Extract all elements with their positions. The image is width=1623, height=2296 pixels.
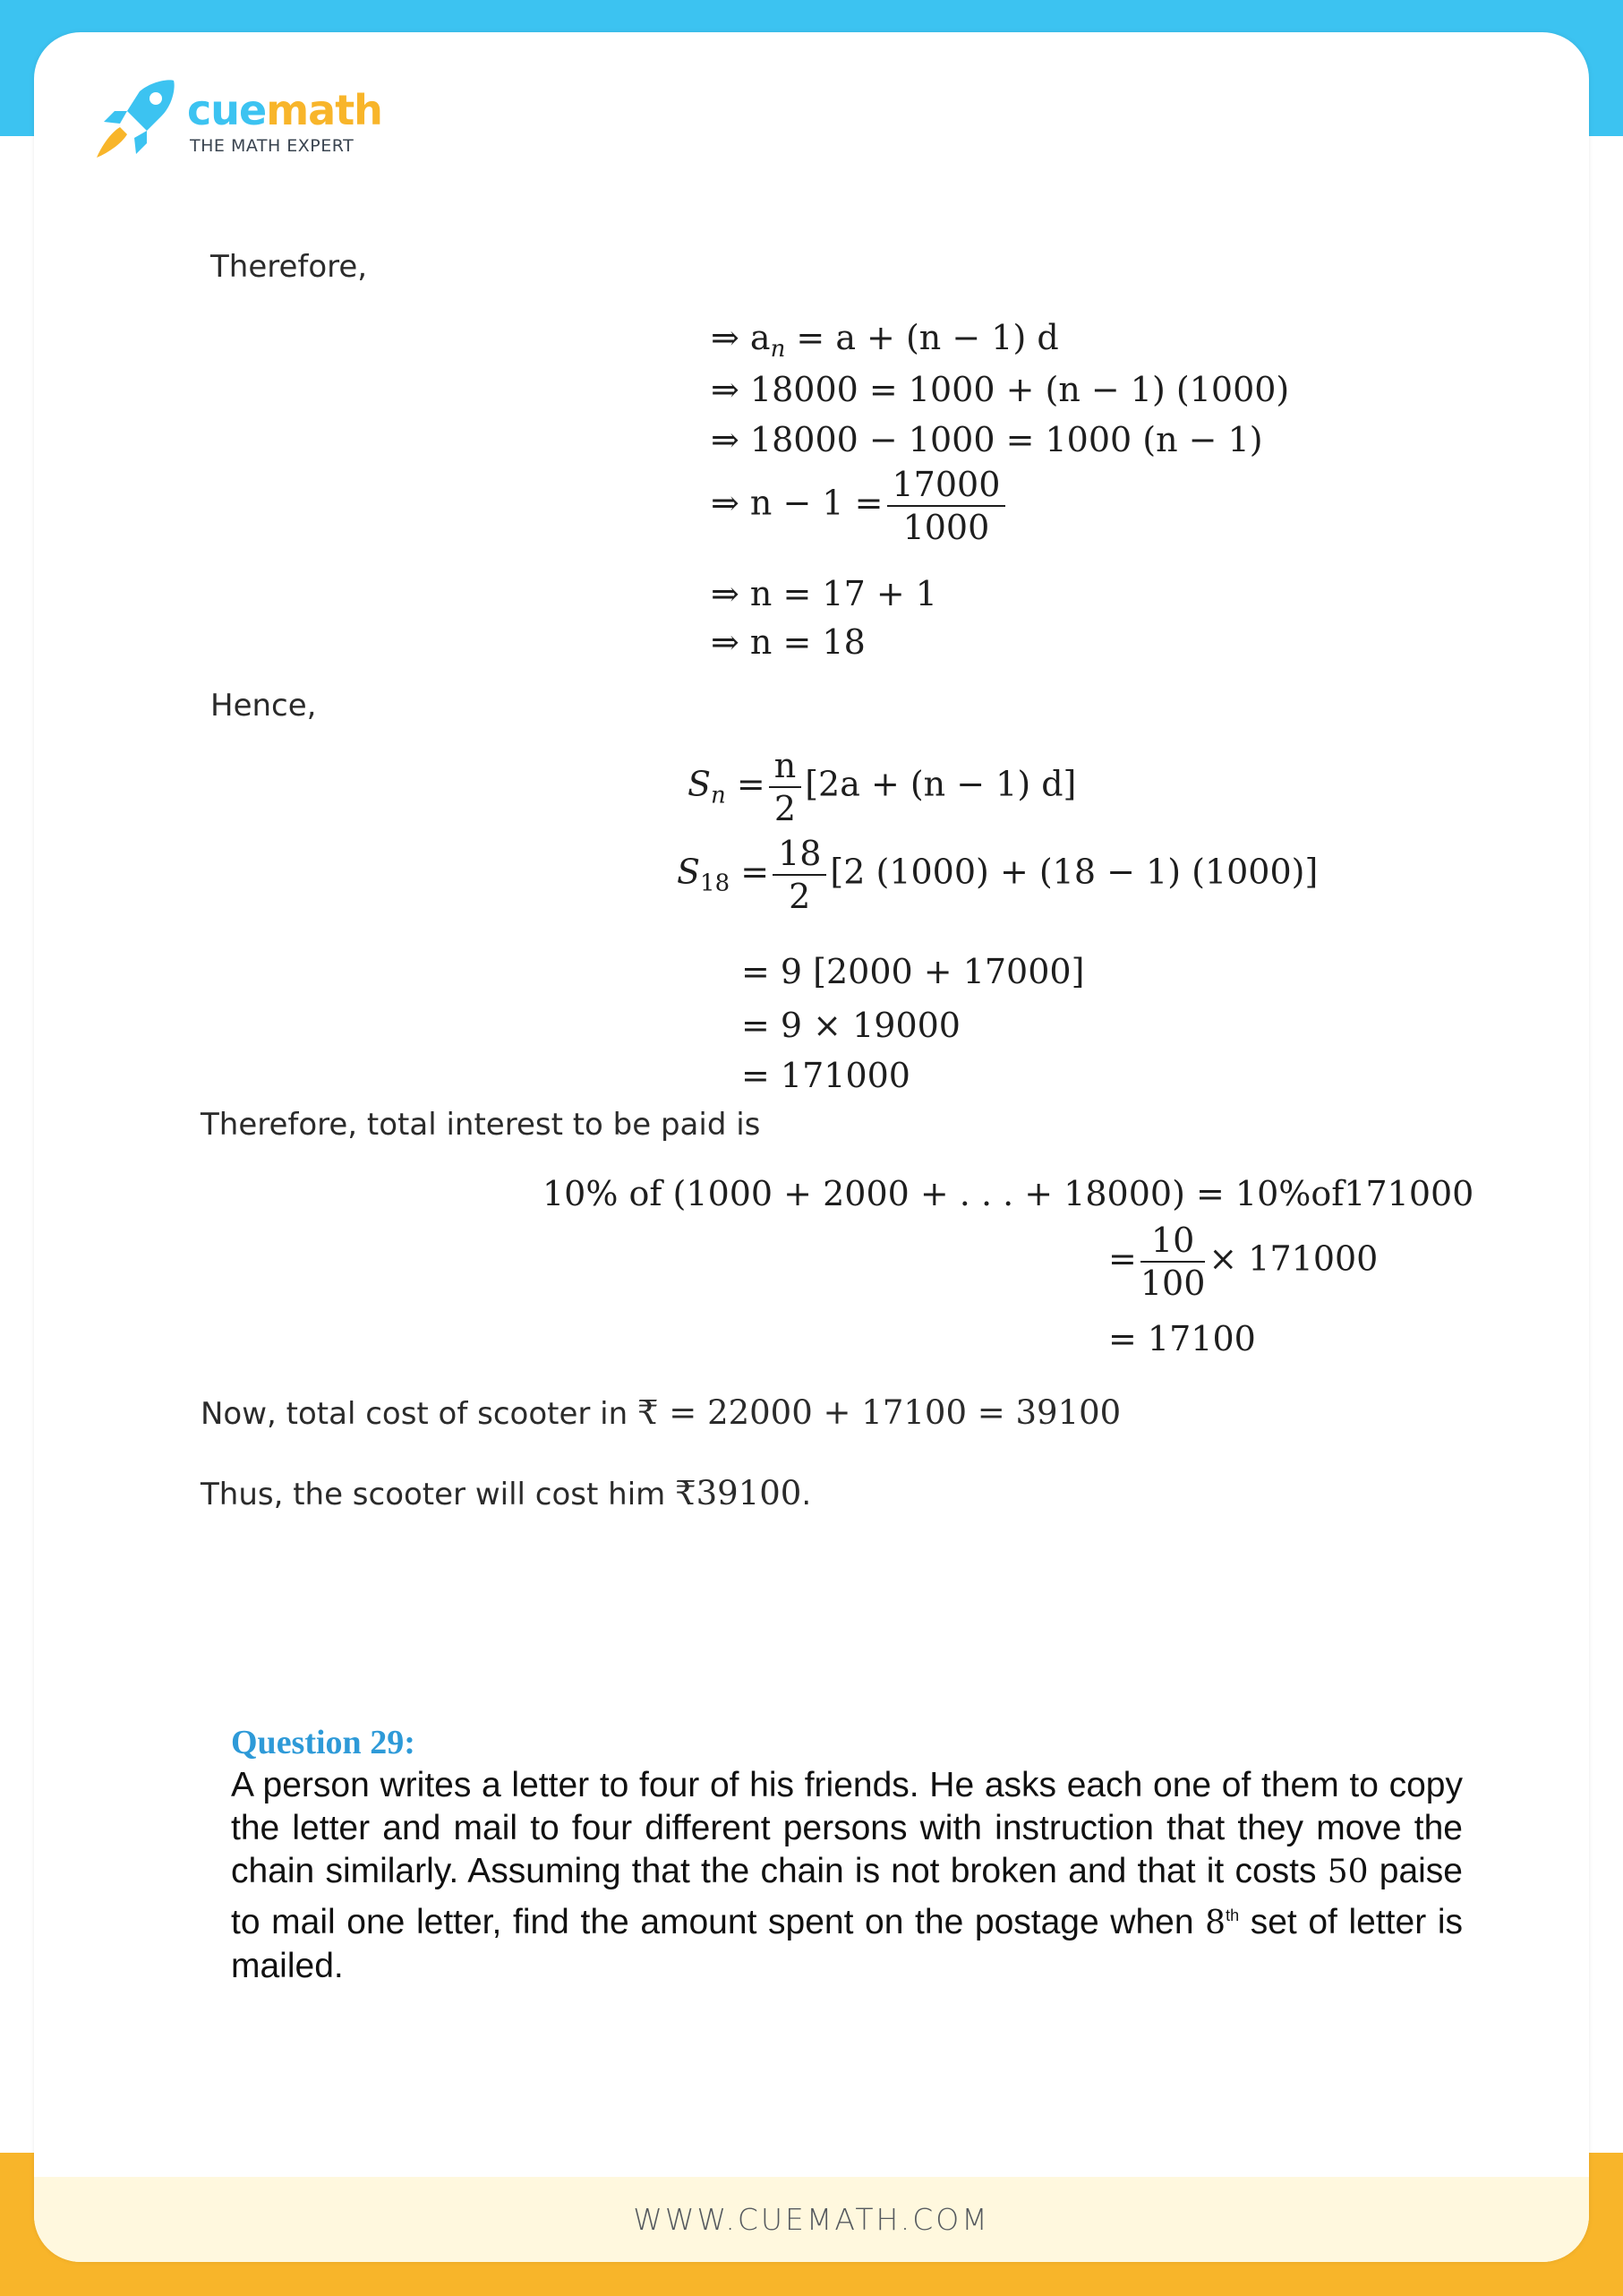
formula-s18: $S_{18}$ = $\frac{18}{2}$ [2 (1000) + (18 − 1) (1000)] bbox=[677, 834, 1319, 916]
question-title: Question 29: bbox=[231, 1724, 415, 1761]
therefore-label: Therefore, bbox=[210, 249, 368, 285]
interest-label: Therefore, total interest to be paid is bbox=[201, 1107, 761, 1143]
conclusion-line: Thus, the scooter will cost him ₹39100. bbox=[201, 1474, 812, 1512]
rocket-icon bbox=[93, 75, 179, 161]
logo-wordmark: cuemath bbox=[187, 86, 382, 134]
interest-equation: 10% of (1000 + 2000 + . . . + 18000) = 10%of171000 bbox=[542, 1174, 1474, 1213]
footer-url[interactable]: WWW.CUEMATH.COM bbox=[633, 2202, 990, 2237]
total-cost-line: Now, total cost of scooter in ₹ = 22000 + 17100 = 39100 bbox=[201, 1393, 1122, 1432]
cuemath-logo bbox=[93, 75, 397, 165]
interest-fraction: = $\frac{10}{100}$ × 171000 bbox=[1108, 1221, 1379, 1303]
hence-label: Hence, bbox=[210, 688, 317, 724]
equation-substitution: ⇒ 18000 = 1000 + (n − 1) (1000) bbox=[711, 370, 1290, 409]
equation-an: ⇒ $a_n = a + (n - 1)$ d bbox=[711, 318, 1059, 363]
logo-tagline: THE MATH EXPERT bbox=[190, 136, 354, 156]
question-body: A person writes a letter to four of his friends. He asks each one of them to copy the letter and mail to four different persons with instruction that they move the chain similarly. Assuming that the chain is not broken and that it costs 50 paise to mail one letter, find the amount spent on the postage when 8th set of letter is mailed. bbox=[231, 1766, 1464, 1985]
sum-result: = 171000 bbox=[741, 1056, 910, 1095]
interest-result: = 17100 bbox=[1108, 1319, 1256, 1358]
footer bbox=[34, 2177, 1589, 2262]
equation-n-result: ⇒ n = 18 bbox=[711, 622, 866, 662]
equation-n-sum: ⇒ n = 17 + 1 bbox=[711, 574, 937, 613]
page-card bbox=[34, 32, 1589, 2262]
formula-sn: $S_n$ = $\frac{n}{2}$ [2a + (n − 1) d] bbox=[688, 746, 1077, 828]
equation-fraction: ⇒ n − 1 = $\frac{17000}{1000}$ bbox=[711, 467, 1009, 544]
sum-step-multiply: = 9 × 19000 bbox=[741, 1006, 961, 1045]
equation-subtract: ⇒ 18000 − 1000 = 1000 (n − 1) bbox=[711, 420, 1263, 459]
sum-step-bracket: = 9 [2000 + 17000] bbox=[741, 952, 1085, 991]
